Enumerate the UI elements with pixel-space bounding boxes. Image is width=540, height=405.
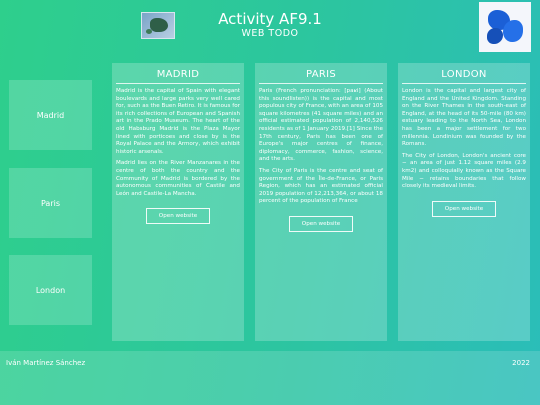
card-paragraph: Madrid is the capital of Spain with elegant boulevards and large parks very well cared for, such as the Buen Retiro. It is famous for its rich collections of European and Spanish art in the Prado Museum. The heart of the old Habsburg Madrid is the Plaza Mayor lined with porticoes and close by is the Royal Palace and the Armory, which exhibit historic arsenals. — [116, 88, 240, 155]
card-paragraph: The City of Paris is the centre and seat of government of the Île-de-France, or Paris Region, which has an estimated official 2019 population of 12,213,364, or about 18 percent of the population of France — [259, 167, 383, 205]
open-website-button[interactable]: Open website — [289, 216, 353, 232]
map-land-shape — [150, 18, 168, 32]
sidebar-item-paris[interactable] — [9, 168, 92, 238]
map-region-shape — [503, 20, 523, 42]
author-name: Iván Martínez Sánchez — [6, 359, 86, 367]
europe-map-logo — [479, 2, 531, 52]
city-card-paris — [255, 63, 387, 341]
card-paragraph: The City of London, London's ancient core − an area of just 1.12 square miles (2.9 km2) and colloquially known as the Square Mile − retains boundaries that follow closely its medieval limits. — [402, 152, 526, 190]
card-title: PARIS — [259, 69, 383, 84]
card-title: LONDON — [402, 69, 526, 84]
page-subtitle: WEB TODO — [241, 28, 299, 39]
header — [0, 0, 540, 56]
sidebar-item-label: London — [35, 285, 66, 295]
city-card-london — [398, 63, 530, 341]
footer — [0, 351, 540, 405]
sidebar-item-london[interactable] — [9, 255, 92, 325]
page-title: Activity AF9.1 — [218, 10, 322, 28]
open-website-button[interactable]: Open website — [146, 208, 210, 224]
world-map-logo — [141, 12, 175, 39]
map-region-shape — [487, 28, 503, 44]
sidebar-item-label: Madrid — [36, 110, 65, 120]
sidebar-item-madrid[interactable] — [9, 80, 92, 150]
card-paragraph: London is the capital and largest city of England and the United Kingdom. Standing on the River Thames in the south-east of England, at the head of its 50-mile (80 km) estuary leading to the North Sea, London has been a major settlement for two millennia. Londinium was founded by the Romans. — [402, 88, 526, 148]
card-paragraph: Madrid lies on the River Manzanares in the centre of both the country and the Community of Madrid is bordered by the autonomous communities of Castile and León and Castile-La Mancha. — [116, 160, 240, 197]
footer-year: 2022 — [512, 359, 530, 367]
city-card-madrid — [112, 63, 244, 341]
card-title: MADRID — [116, 69, 240, 84]
sidebar-item-label: Paris — [40, 198, 61, 208]
open-website-button[interactable]: Open website — [432, 201, 496, 217]
map-island-shape — [146, 29, 152, 34]
card-paragraph: Paris (French pronunciation: [paʁi] (About this soundlisten)) is the capital and most populous city of France, with an area of 105 square kilometres (41 square miles) and an official estimated population of 2,140,526 residents as of 1 January 2019.[1] Since the 17th century, Paris has been one of Europe's major centres of finance, diplomacy, commerce, fashion, science, and the arts. — [259, 88, 383, 163]
